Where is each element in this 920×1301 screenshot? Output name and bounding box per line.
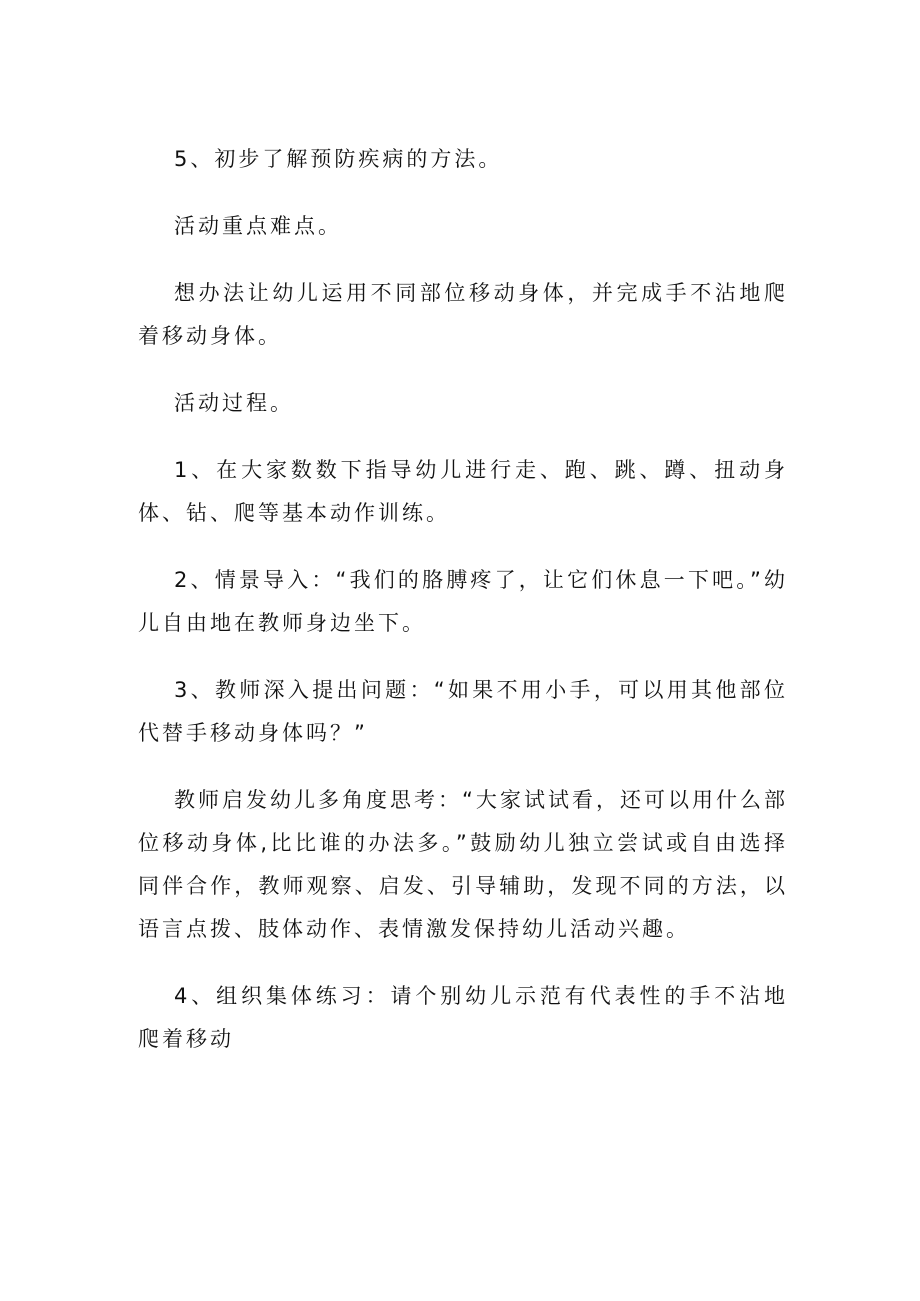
heading-key-points: 活动重点难点。 — [174, 214, 342, 238]
paragraph-key-points: 想办法让幼儿运用不同部位移动身体，并完成手不沾地爬着移动身体。 — [138, 281, 788, 348]
paragraph-step-4: 4、组织集体练习：请个别幼儿示范有代表性的手不沾地爬着移动 — [138, 984, 788, 1051]
paragraph-step-1: 1、在大家数数下指导幼儿进行走、跑、跳、蹲、扭动身体、钻、爬等基本动作训练。 — [138, 458, 788, 525]
document-body — [138, 138, 788, 1061]
paragraph-step-2: 2、情景导入：“我们的胳膊疼了，让它们休息一下吧。”幼儿自由地在教师身边坐下。 — [138, 568, 788, 635]
paragraph-step-3: 3、教师深入提出问题：“如果不用小手，可以用其他部位代替手移动身体吗？” — [138, 678, 788, 745]
paragraph-teacher-guidance: 教师启发幼儿多角度思考：“大家试试看，还可以用什么部位移动身体,比比谁的办法多。”鼓励幼儿独立尝试或自由选择同伴合作，教师观察、启发、引导辅助，发现不同的方法，以语言点拨、肢体动作、表情激发保持幼儿活动兴趣。 — [138, 788, 788, 941]
paragraph-goal-5: 5、初步了解预防疾病的方法。 — [174, 147, 503, 171]
heading-activity-process: 活动过程。 — [174, 391, 294, 415]
